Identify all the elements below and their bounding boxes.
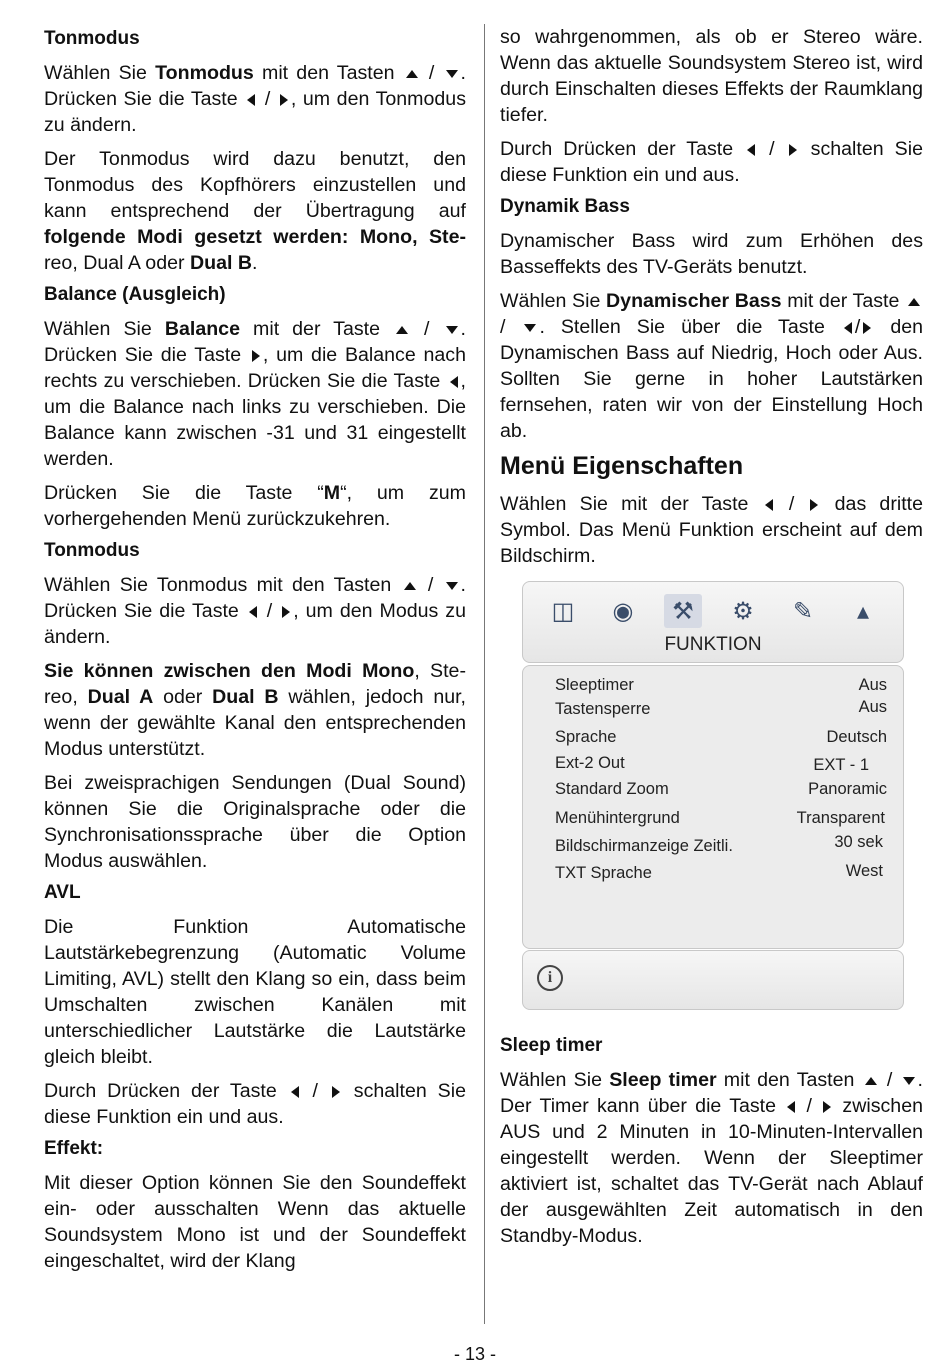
menu-row-bildschirmanzeige[interactable]: Bildschirmanzeige Zeitli. 30 sek [555, 833, 883, 855]
paragraph: Der Tonmodus wird dazu benutzt, den Tonmodus des Kopfhörers einzustellen und kann entsprechend der Übertragung auf folgende Modi gesetzt werden: Mono, Ste- reo, Dual A oder Dual B. [44, 148, 466, 274]
paragraph: Wählen Sie Sleep timer mit den Tasten / . Der Timer kann über die Taste / zwischen AUS und 2 Minuten in 10-Minuten-Intervallen eingestellt werden. Wenn der Sleeptimer aktiviert ist, schaltet das TV-Gerät nach Ablauf der ausgewählten Zeit automatisch in den Standby-Modus. [500, 1069, 923, 1247]
menu-row-menuehintergrund[interactable]: Menühintergrund Transparent [555, 809, 885, 827]
down-arrow-icon [524, 324, 536, 332]
menu-icon-bar [522, 581, 904, 663]
down-arrow-icon [903, 1077, 915, 1085]
paragraph: Wählen Sie mit der Taste / das dritte Symbol. Das Menü Funktion erscheint auf dem Bildschirm. [500, 493, 923, 567]
left-arrow-icon [247, 94, 255, 106]
menu-row-txt-sprache[interactable]: TXT Sprache West [555, 862, 883, 882]
heading-tonmodus: Tonmodus [44, 540, 140, 561]
right-arrow-icon [863, 322, 871, 334]
paragraph: Sie können zwischen den Modi Mono, Ste-reo, Dual A oder Dual B wählen, jedoch nur, wenn der gewählte Kanal den entsprechenden Modus unterstützt. [44, 660, 466, 760]
heading-tonmodus: Tonmodus [44, 28, 140, 49]
notepad-icon[interactable]: ✎ [792, 597, 814, 625]
left-arrow-icon [765, 499, 773, 511]
heading-effekt: Effekt: [44, 1138, 104, 1159]
paragraph: Wählen Sie Tonmodus mit den Tasten / . Drücken Sie die Taste / , um den Tonmodus zu ändern. [44, 62, 466, 136]
left-arrow-icon [844, 322, 852, 334]
paragraph: Drücken Sie die Taste “M“, um zum vorhergehenden Menü zurückzukehren. [44, 482, 466, 530]
up-arrow-icon [404, 582, 416, 590]
paragraph: Mit dieser Option können Sie den Soundeffekt ein- oder ausschalten Wenn das aktuelle Soundsystem Mono ist und der Soundeffekt eingeschaltet, wird der Klang [44, 1172, 466, 1272]
paragraph: Wählen Sie Dynamischer Bass mit der Taste / . Stellen Sie über die Taste / den Dynamischen Bass auf Niedrig, Hoch oder Aus. Sollten Sie gerne in hoher Lautstärken fernsehen, raten wir von der Einstellung Hoch ab. [500, 290, 924, 442]
menu-title: FUNKTION [664, 634, 762, 655]
right-arrow-icon [789, 144, 797, 156]
right-arrow-icon [282, 606, 290, 618]
left-arrow-icon [787, 1101, 795, 1113]
down-arrow-icon [446, 582, 458, 590]
left-arrow-icon [747, 144, 755, 156]
right-column [500, 24, 923, 1257]
right-arrow-icon [280, 94, 288, 106]
column-divider [484, 24, 485, 1324]
menu-list [522, 665, 904, 949]
paragraph: so wahrgenommen, als ob er Stereo wäre. Wenn das aktuelle Soundsystem Stereo ist, wird durch Einschalten dieses Effekts der Raumklang tiefer. [500, 26, 923, 126]
settings-icon[interactable]: ⚙ [732, 597, 754, 625]
left-arrow-icon [291, 1086, 299, 1098]
up-arrow-icon [406, 70, 418, 78]
left-column [44, 24, 466, 1282]
paragraph: Durch Drücken der Taste / schalten Sie diese Funktion ein und aus. [44, 1080, 466, 1128]
menu-info-bar [522, 950, 904, 1010]
left-arrow-icon [450, 376, 458, 388]
right-arrow-icon [252, 350, 260, 362]
menu-row-standard-zoom[interactable]: Standard Zoom Panoramic [555, 780, 887, 798]
menu-row-ext2-out[interactable]: Ext-2 Out EXT - 1 [555, 754, 869, 774]
paragraph: Dynamischer Bass wird zum Erhöhen des Basseffekts des TV-Geräts benutzt. [500, 230, 923, 278]
right-arrow-icon [823, 1101, 831, 1113]
up-arrow-icon [908, 298, 920, 306]
left-arrow-icon [249, 606, 257, 618]
heading-dynamik-bass: Dynamik Bass [500, 196, 630, 217]
speaker-icon[interactable]: ◉ [612, 597, 634, 625]
down-arrow-icon [446, 70, 458, 78]
paragraph: Die Funktion Automatische Lautstärkebegrenzung (Automatic Volume Limiting, AVL) stellt den Klang so ein, dass beim Umschalten zwischen Kanälen mit unterschiedlicher Lautstärke die Lautstärke gleich bleibt. [44, 916, 466, 1068]
menu-row-sprache[interactable]: Sprache Deutsch [555, 728, 887, 746]
paragraph: Bei zweisprachigen Sendungen (Dual Sound) können Sie die Originalsprache oder die Synchronisationssprache über die Option Modus auswählen. [44, 772, 466, 872]
right-arrow-icon [810, 499, 818, 511]
menu-row-tastensperre[interactable]: Tastensperre Aus [555, 698, 887, 718]
right-arrow-icon [332, 1086, 340, 1098]
paragraph: Wählen Sie Balance mit der Taste / . Drücken Sie die Taste , um die Balance nach rechts zu verschieben. Drücken Sie die Taste , um die Balance nach links zu verschieben. Die Balance kann zwischen -31 und 31 eingestellt werden. [44, 318, 466, 470]
heading-balance: Balance (Ausgleich) [44, 284, 226, 305]
heading-menue-eigenschaften: Menü Eigenschaften [500, 452, 744, 480]
paragraph: Durch Drücken der Taste / schalten Sie diese Funktion ein und aus. [500, 138, 923, 186]
antenna-icon[interactable]: ▴ [856, 597, 870, 625]
tools-icon[interactable]: ⚒ [664, 594, 702, 628]
menu-row-sleeptimer[interactable]: Sleeptimer Aus [555, 676, 887, 694]
picture-icon[interactable]: ◫ [551, 597, 575, 625]
page-number: - 13 - [453, 1344, 496, 1364]
heading-sleep-timer: Sleep timer [500, 1035, 603, 1056]
paragraph: Wählen Sie Tonmodus mit den Tasten / . Drücken Sie die Taste / , um den Modus zu ändern. [44, 574, 466, 648]
info-icon: i [537, 965, 563, 991]
up-arrow-icon [865, 1077, 877, 1085]
up-arrow-icon [396, 326, 408, 334]
down-arrow-icon [446, 326, 458, 334]
funktion-menu-screenshot [522, 581, 904, 1009]
heading-avl: AVL [44, 882, 81, 903]
